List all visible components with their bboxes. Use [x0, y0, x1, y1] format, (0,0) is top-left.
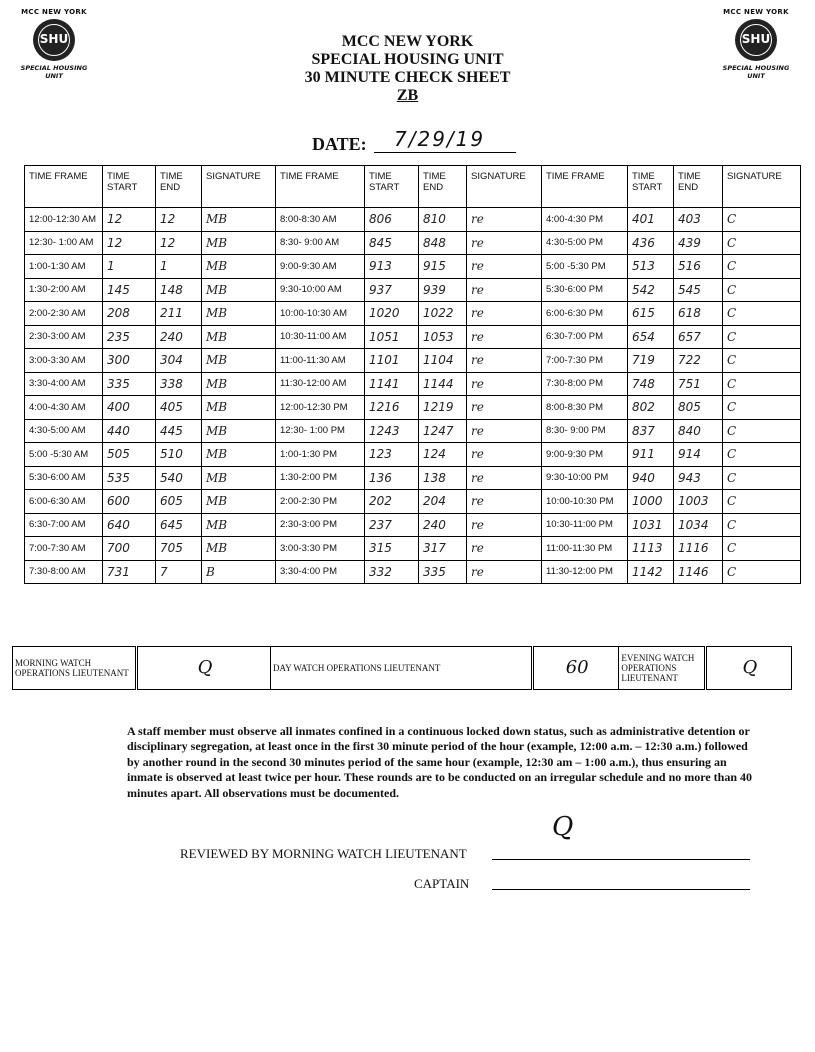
time-start-cell: 332 [365, 560, 419, 584]
instructions-paragraph: A staff member must observe all inmates confined in a continuous locked down status, such as administrative detention or disciplinary segregation, at least once in the first 30 minute period of the hour (example, 12:00 a.m. – 12:30 a.m.) followed by another round in the second 30 minutes period of the same hour (example, 12:30 am – 1:00 a.m.), thus ensuring an inmate is observed at least twice per hour. These rounds are to be conducted on an irregular schedule and no more than 40 minutes apart. All observations must be documented. [127, 724, 753, 800]
time-start-cell: 911 [628, 443, 674, 467]
column-header: TIME START [365, 166, 419, 208]
date-label: DATE: [312, 134, 367, 154]
time-end-cell: 1144 [419, 372, 467, 396]
time-end-cell: 1 [156, 255, 202, 279]
signature-cell: re [467, 466, 542, 490]
time-start-cell: 12 [103, 208, 156, 232]
time-frame-cell: 11:30-12:00 PM [542, 560, 628, 584]
time-start-cell: 1141 [365, 372, 419, 396]
time-start-cell: 123 [365, 443, 419, 467]
time-start-cell: 615 [628, 302, 674, 326]
review-signature: Q [552, 812, 574, 842]
signature-cell: MB [202, 325, 276, 349]
time-frame-cell: 7:30-8:00 PM [542, 372, 628, 396]
time-start-cell: 145 [103, 278, 156, 302]
time-end-cell: 148 [156, 278, 202, 302]
time-start-cell: 731 [103, 560, 156, 584]
time-frame-cell: 11:00-11:30 PM [542, 537, 628, 561]
captain-label: CAPTAIN [414, 876, 470, 891]
check-sheet-body [25, 166, 801, 584]
time-frame-cell: 3:00-3:30 AM [25, 349, 103, 373]
time-end-cell: 751 [674, 372, 723, 396]
time-end-cell: 1104 [419, 349, 467, 373]
signature-cell: re [467, 490, 542, 514]
time-frame-cell: 2:00-2:30 PM [276, 490, 365, 514]
time-frame-cell: 9:00-9:30 AM [276, 255, 365, 279]
signature-cell: C [723, 419, 801, 443]
time-end-cell: 1053 [419, 325, 467, 349]
time-end-cell: 138 [419, 466, 467, 490]
time-frame-cell: 2:00-2:30 AM [25, 302, 103, 326]
time-end-cell: 645 [156, 513, 202, 537]
signature-cell: re [467, 255, 542, 279]
column-header: TIME END [419, 166, 467, 208]
column-header: SIGNATURE [723, 166, 801, 208]
table-row [25, 255, 801, 279]
time-frame-cell: 11:00-11:30 AM [276, 349, 365, 373]
time-frame-cell: 7:30-8:00 AM [25, 560, 103, 584]
time-frame-cell: 8:30- 9:00 AM [276, 231, 365, 255]
time-end-cell: 204 [419, 490, 467, 514]
time-frame-cell: 8:00-8:30 AM [276, 208, 365, 232]
time-end-cell: 705 [156, 537, 202, 561]
time-end-cell: 914 [674, 443, 723, 467]
morning-watch-label: MORNING WATCH OPERATIONS LIEUTENANT [13, 647, 137, 690]
time-end-cell: 1034 [674, 513, 723, 537]
signature-cell: C [723, 490, 801, 514]
review-signature-line [492, 859, 750, 860]
signature-cell: C [723, 537, 801, 561]
time-frame-cell: 5:00 -5:30 PM [542, 255, 628, 279]
time-end-cell: 240 [156, 325, 202, 349]
time-start-cell: 535 [103, 466, 156, 490]
time-end-cell: 516 [674, 255, 723, 279]
signature-cell: re [467, 419, 542, 443]
time-end-cell: 403 [674, 208, 723, 232]
time-start-cell: 600 [103, 490, 156, 514]
logo-top-text: MCC NEW YORK [21, 8, 87, 16]
column-header: SIGNATURE [467, 166, 542, 208]
signature-cell: C [723, 349, 801, 373]
signature-cell: C [723, 255, 801, 279]
signature-cell: MB [202, 372, 276, 396]
check-sheet-table [24, 165, 801, 584]
signature-cell: re [467, 278, 542, 302]
time-frame-cell: 10:30-11:00 AM [276, 325, 365, 349]
signature-cell: C [723, 372, 801, 396]
time-end-cell: 605 [156, 490, 202, 514]
signature-cell: MB [202, 208, 276, 232]
signature-cell: C [723, 466, 801, 490]
time-frame-cell: 6:30-7:00 AM [25, 513, 103, 537]
signature-cell: re [467, 560, 542, 584]
signature-cell: re [467, 231, 542, 255]
time-end-cell: 317 [419, 537, 467, 561]
signature-cell: MB [202, 231, 276, 255]
time-start-cell: 300 [103, 349, 156, 373]
title-line-3: 30 MINUTE CHECK SHEET [304, 69, 511, 86]
title-line-1: MCC NEW YORK [341, 33, 474, 50]
logo-bottom-text: SPECIAL HOUSING UNIT [722, 64, 790, 80]
signature-cell: MB [202, 278, 276, 302]
time-end-cell: 12 [156, 208, 202, 232]
day-watch-signature: 60 [533, 647, 619, 690]
time-end-cell: 540 [156, 466, 202, 490]
time-start-cell: 208 [103, 302, 156, 326]
time-start-cell: 940 [628, 466, 674, 490]
time-start-cell: 654 [628, 325, 674, 349]
table-row [25, 372, 801, 396]
table-row [25, 325, 801, 349]
time-frame-cell: 12:30- 1:00 AM [25, 231, 103, 255]
time-end-cell: 915 [419, 255, 467, 279]
time-start-cell: 1101 [365, 349, 419, 373]
time-frame-cell: 8:00-8:30 PM [542, 396, 628, 420]
time-end-cell: 618 [674, 302, 723, 326]
time-start-cell: 837 [628, 419, 674, 443]
signature-cell: re [467, 443, 542, 467]
time-frame-cell: 9:30-10:00 AM [276, 278, 365, 302]
time-end-cell: 1116 [674, 537, 723, 561]
time-end-cell: 124 [419, 443, 467, 467]
time-start-cell: 1216 [365, 396, 419, 420]
time-frame-cell: 4:00-4:30 PM [542, 208, 628, 232]
signature-cell: C [723, 560, 801, 584]
time-frame-cell: 3:30-4:00 PM [276, 560, 365, 584]
time-end-cell: 445 [156, 419, 202, 443]
time-end-cell: 1003 [674, 490, 723, 514]
table-row [25, 302, 801, 326]
signature-cell: C [723, 396, 801, 420]
time-end-cell: 805 [674, 396, 723, 420]
evening-watch-label: EVENING WATCH OPERATIONS LIEUTENANT [619, 647, 705, 690]
morning-watch-signature: Q [137, 647, 271, 690]
time-start-cell: 748 [628, 372, 674, 396]
review-label: REVIEWED BY MORNING WATCH LIEUTENANT [180, 846, 467, 861]
signature-cell: re [467, 325, 542, 349]
signature-cell: C [723, 513, 801, 537]
time-start-cell: 845 [365, 231, 419, 255]
signature-cell: C [723, 231, 801, 255]
time-frame-cell: 12:00-12:30 AM [25, 208, 103, 232]
time-frame-cell: 12:30- 1:00 PM [276, 419, 365, 443]
page-title [0, 33, 815, 105]
column-header: SIGNATURE [202, 166, 276, 208]
time-start-cell: 937 [365, 278, 419, 302]
time-start-cell: 436 [628, 231, 674, 255]
time-frame-cell: 10:00-10:30 PM [542, 490, 628, 514]
time-frame-cell: 5:30-6:00 PM [542, 278, 628, 302]
time-end-cell: 943 [674, 466, 723, 490]
seal-icon: SHU [735, 19, 777, 61]
captain-signature-line [492, 889, 750, 890]
time-frame-cell: 9:30-10:00 PM [542, 466, 628, 490]
time-end-cell: 810 [419, 208, 467, 232]
table-row [25, 231, 801, 255]
time-start-cell: 1 [103, 255, 156, 279]
column-header: TIME FRAME [25, 166, 103, 208]
time-start-cell: 802 [628, 396, 674, 420]
time-end-cell: 840 [674, 419, 723, 443]
signature-cell: MB [202, 419, 276, 443]
time-start-cell: 1113 [628, 537, 674, 561]
time-start-cell: 440 [103, 419, 156, 443]
table-row [25, 513, 801, 537]
column-header: TIME FRAME [542, 166, 628, 208]
signature-cell: re [467, 208, 542, 232]
time-frame-cell: 7:00-7:30 AM [25, 537, 103, 561]
column-header: TIME START [628, 166, 674, 208]
lieutenant-signature-table [12, 646, 792, 690]
signature-cell: re [467, 302, 542, 326]
time-end-cell: 1146 [674, 560, 723, 584]
signature-cell: MB [202, 396, 276, 420]
signature-cell: MB [202, 537, 276, 561]
time-start-cell: 1031 [628, 513, 674, 537]
time-frame-cell: 6:30-7:00 PM [542, 325, 628, 349]
signature-cell: C [723, 278, 801, 302]
table-row [25, 560, 801, 584]
time-start-cell: 913 [365, 255, 419, 279]
time-frame-cell: 2:30-3:00 PM [276, 513, 365, 537]
seal-icon: SHU [33, 19, 75, 61]
column-header: TIME END [674, 166, 723, 208]
signature-cell: MB [202, 490, 276, 514]
time-start-cell: 235 [103, 325, 156, 349]
time-end-cell: 304 [156, 349, 202, 373]
time-start-cell: 12 [103, 231, 156, 255]
time-start-cell: 315 [365, 537, 419, 561]
time-start-cell: 335 [103, 372, 156, 396]
signature-cell: MB [202, 302, 276, 326]
time-frame-cell: 10:00-10:30 AM [276, 302, 365, 326]
time-end-cell: 848 [419, 231, 467, 255]
time-frame-cell: 4:00-4:30 AM [25, 396, 103, 420]
time-start-cell: 640 [103, 513, 156, 537]
table-row [25, 443, 801, 467]
signature-cell: re [467, 349, 542, 373]
time-frame-cell: 4:30-5:00 PM [542, 231, 628, 255]
time-end-cell: 510 [156, 443, 202, 467]
time-end-cell: 722 [674, 349, 723, 373]
time-start-cell: 542 [628, 278, 674, 302]
signature-cell: MB [202, 513, 276, 537]
signature-cell: MB [202, 349, 276, 373]
date-value: 7/29/19 [394, 127, 486, 151]
time-frame-cell: 1:30-2:00 AM [25, 278, 103, 302]
time-end-cell: 335 [419, 560, 467, 584]
signature-cell: re [467, 372, 542, 396]
time-start-cell: 700 [103, 537, 156, 561]
time-end-cell: 7 [156, 560, 202, 584]
time-frame-cell: 1:30-2:00 PM [276, 466, 365, 490]
signature-cell: MB [202, 443, 276, 467]
table-row [25, 419, 801, 443]
time-frame-cell: 2:30-3:00 AM [25, 325, 103, 349]
time-start-cell: 136 [365, 466, 419, 490]
signature-cell: C [723, 443, 801, 467]
signature-cell: C [723, 325, 801, 349]
time-frame-cell: 9:00-9:30 PM [542, 443, 628, 467]
time-end-cell: 1247 [419, 419, 467, 443]
signature-cell: C [723, 208, 801, 232]
time-frame-cell: 11:30-12:00 AM [276, 372, 365, 396]
time-frame-cell: 10:30-11:00 PM [542, 513, 628, 537]
time-end-cell: 240 [419, 513, 467, 537]
table-row [25, 278, 801, 302]
time-frame-cell: 4:30-5:00 AM [25, 419, 103, 443]
time-end-cell: 545 [674, 278, 723, 302]
time-start-cell: 806 [365, 208, 419, 232]
column-header: TIME FRAME [276, 166, 365, 208]
signature-cell: re [467, 537, 542, 561]
time-end-cell: 939 [419, 278, 467, 302]
time-frame-cell: 6:00-6:30 PM [542, 302, 628, 326]
time-end-cell: 1022 [419, 302, 467, 326]
table-row [25, 466, 801, 490]
column-header: TIME START [103, 166, 156, 208]
table-row [25, 349, 801, 373]
logo-top-text: MCC NEW YORK [723, 8, 789, 16]
time-start-cell: 202 [365, 490, 419, 514]
time-frame-cell: 3:00-3:30 PM [276, 537, 365, 561]
time-frame-cell: 5:30-6:00 AM [25, 466, 103, 490]
time-start-cell: 513 [628, 255, 674, 279]
table-row [25, 208, 801, 232]
time-frame-cell: 3:30-4:00 AM [25, 372, 103, 396]
signature-cell: re [467, 513, 542, 537]
time-start-cell: 1020 [365, 302, 419, 326]
time-start-cell: 1000 [628, 490, 674, 514]
signature-cell: C [723, 302, 801, 326]
time-end-cell: 12 [156, 231, 202, 255]
day-watch-label: DAY WATCH OPERATIONS LIEUTENANT [271, 647, 533, 690]
time-frame-cell: 7:00-7:30 PM [542, 349, 628, 373]
table-row [25, 537, 801, 561]
signature-cell: re [467, 396, 542, 420]
time-start-cell: 1142 [628, 560, 674, 584]
time-start-cell: 1051 [365, 325, 419, 349]
signature-cell: MB [202, 255, 276, 279]
logo-bottom-text: SPECIAL HOUSING UNIT [20, 64, 88, 80]
evening-watch-signature: Q [705, 647, 791, 690]
time-frame-cell: 1:00-1:30 AM [25, 255, 103, 279]
time-start-cell: 237 [365, 513, 419, 537]
time-frame-cell: 5:00 -5:30 AM [25, 443, 103, 467]
time-end-cell: 1219 [419, 396, 467, 420]
time-end-cell: 657 [674, 325, 723, 349]
time-end-cell: 211 [156, 302, 202, 326]
table-header-row [25, 166, 801, 208]
title-line-2: SPECIAL HOUSING UNIT [311, 51, 504, 68]
date-line [374, 152, 516, 153]
column-header: TIME END [156, 166, 202, 208]
table-row [25, 396, 801, 420]
time-frame-cell: 12:00-12:30 PM [276, 396, 365, 420]
time-end-cell: 338 [156, 372, 202, 396]
signature-cell: MB [202, 466, 276, 490]
time-start-cell: 719 [628, 349, 674, 373]
time-end-cell: 405 [156, 396, 202, 420]
table-row [25, 490, 801, 514]
unit-code: ZB [396, 87, 419, 104]
time-start-cell: 1243 [365, 419, 419, 443]
time-frame-cell: 1:00-1:30 PM [276, 443, 365, 467]
time-start-cell: 505 [103, 443, 156, 467]
time-start-cell: 401 [628, 208, 674, 232]
time-end-cell: 439 [674, 231, 723, 255]
time-frame-cell: 6:00-6:30 AM [25, 490, 103, 514]
time-frame-cell: 8:30- 9:00 PM [542, 419, 628, 443]
time-start-cell: 400 [103, 396, 156, 420]
signature-cell: B [202, 560, 276, 584]
